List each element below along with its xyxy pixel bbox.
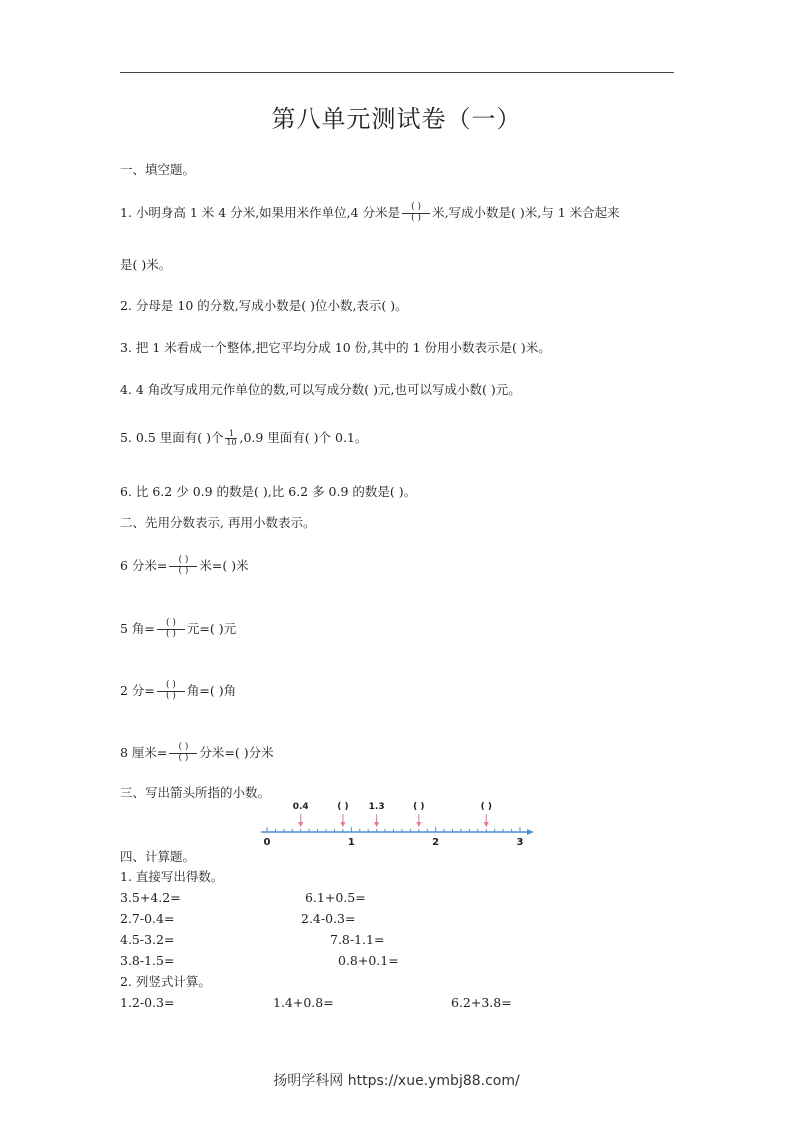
arrow-label: 1.3 [368, 802, 385, 812]
section4-heading: 四、计算题。 [120, 849, 196, 864]
arrow-head [484, 822, 489, 827]
conversion-item-2 [120, 619, 236, 640]
calc-item: 6.1+0.5= [305, 890, 366, 905]
conversion-item-4 [120, 743, 274, 764]
arrow-head [416, 822, 421, 827]
frac-denominator: ( ) [165, 691, 176, 701]
question-5 [120, 430, 367, 447]
tick-label: 3 [516, 837, 524, 848]
item-post: 分米=( )分米 [199, 745, 274, 760]
tick-label: 0 [263, 837, 271, 848]
calc-item: 4.5-3.2= [120, 932, 175, 947]
item-pre: 5 角= [120, 621, 155, 636]
top-rule [120, 72, 674, 73]
conversion-item-3 [120, 681, 236, 702]
question-2: 2. 分母是 10 的分数,写成小数是( )位小数,表示( )。 [120, 298, 408, 313]
item-pre: 8 厘米= [120, 745, 168, 760]
frac-numerator: ( ) [165, 618, 176, 628]
q5-frac-num: 1 [228, 429, 235, 438]
frac-numerator: ( ) [411, 202, 422, 212]
fraction-blank [156, 619, 186, 640]
q5-frac-den: 10 [226, 438, 237, 447]
question-6: 6. 比 6.2 少 0.9 的数是( ),比 6.2 多 0.9 的数是( )。 [120, 484, 417, 499]
arrow-label: ( ) [480, 802, 492, 812]
arrow-head [340, 822, 345, 827]
calc-item: 2.4-0.3= [301, 911, 356, 926]
arrow-head [298, 822, 303, 827]
frac-numerator: ( ) [165, 680, 176, 690]
calc-item: 7.8-1.1= [330, 932, 385, 947]
frac-denominator: ( ) [165, 629, 176, 639]
arrow-label: ( ) [413, 802, 425, 812]
number-line [255, 798, 545, 850]
question-1-line1 [120, 203, 620, 224]
question-4: 4. 4 角改写成用元作单位的数,可以写成分数( )元,也可以写成小数( )元。 [120, 382, 521, 397]
q5-text-b: ,0.9 里面有( )个 0.1。 [239, 430, 368, 445]
section3-heading: 三、写出箭头所指的小数。 [120, 785, 271, 800]
tick-label: 1 [347, 837, 355, 848]
question-1-line2: 是( )米。 [120, 257, 172, 272]
item-post: 元=( )元 [186, 621, 237, 636]
frac-denominator: ( ) [178, 753, 189, 763]
item-pre: 6 分米= [120, 558, 168, 573]
footer-watermark: 扬明学科网 https://xue.ymbj88.com/ [273, 1073, 520, 1089]
q5-fraction [224, 430, 238, 447]
calc-item: 2.7-0.4= [120, 911, 175, 926]
conversion-item-1 [120, 556, 249, 577]
calc-item: 0.8+0.1= [338, 953, 399, 968]
frac-numerator: ( ) [178, 555, 189, 565]
arrow-head [374, 822, 379, 827]
frac-numerator: ( ) [178, 742, 189, 752]
question-3: 3. 把 1 米看成一个整体,把它平均分成 10 份,其中的 1 份用小数表示是( )米。 [120, 340, 551, 355]
vertical-calc-item: 1.2-0.3= [120, 995, 175, 1010]
item-post: 米=( )米 [199, 558, 249, 573]
arrow-label: 0.4 [292, 802, 309, 812]
section1-heading: 一、填空题。 [120, 162, 196, 177]
q1-fraction-blank [401, 203, 431, 224]
q1-text-b: 米,写成小数是( )米,与 1 米合起来 [432, 205, 620, 220]
direct-calc-subheading: 1. 直接写出得数。 [120, 869, 224, 884]
q5-text-a: 5. 0.5 里面有( )个 [120, 430, 224, 445]
tick-label: 2 [432, 837, 440, 848]
number-line-arrowhead [527, 829, 534, 835]
calc-item: 3.8-1.5= [120, 953, 175, 968]
fraction-blank [168, 556, 198, 577]
frac-denominator: ( ) [178, 566, 189, 576]
section2-heading: 二、先用分数表示, 再用小数表示。 [120, 515, 316, 530]
vertical-calc-subheading: 2. 列竖式计算。 [120, 974, 211, 989]
item-post: 角=( )角 [186, 683, 237, 698]
q1-text-a: 1. 小明身高 1 米 4 分米,如果用米作单位,4 分米是 [120, 205, 401, 220]
item-pre: 2 分= [120, 683, 155, 698]
frac-denominator: ( ) [411, 213, 422, 223]
calc-item: 3.5+4.2= [120, 890, 181, 905]
fraction-blank [168, 743, 198, 764]
fraction-blank [156, 681, 186, 702]
page-title: 第八单元测试卷（一） [271, 105, 522, 133]
arrow-label: ( ) [337, 802, 349, 812]
vertical-calc-item: 6.2+3.8= [451, 995, 512, 1010]
vertical-calc-item: 1.4+0.8= [273, 995, 334, 1010]
